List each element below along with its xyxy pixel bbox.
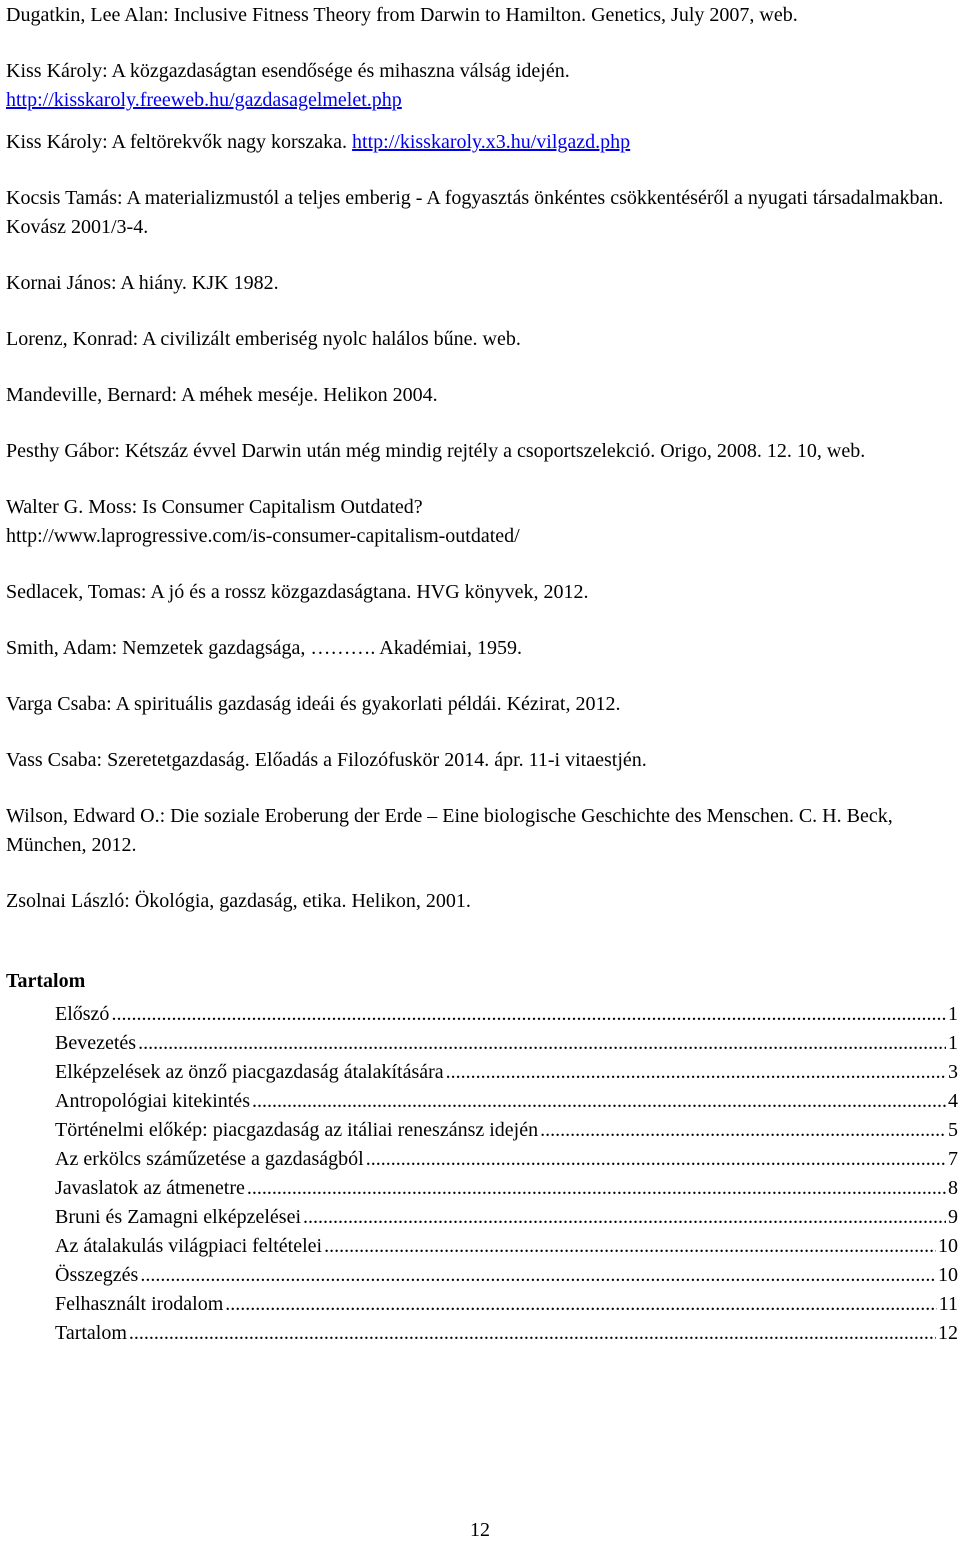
reference-item — [6, 381, 958, 410]
toc-entry-label: Javaslatok az átmenetre — [55, 1177, 245, 1199]
toc-leader-dots — [252, 1087, 946, 1116]
toc-entry[interactable] — [55, 1174, 958, 1203]
reference-text: Kocsis Tamás: A materializmustól a teljes emberig - A fogyasztás önkéntes csökkentéséről a nyugati társadalmakban. Kovász 2001/3-4. — [6, 187, 944, 238]
toc-leader-dots — [446, 1058, 946, 1087]
reference-text: Kiss Károly: A feltörekvők nagy korszaka. — [6, 131, 348, 153]
reference-text: Lorenz, Konrad: A civilizált emberiség nyolc halálos bűne. web. — [6, 328, 521, 350]
toc-entry-page: 1 — [948, 1032, 958, 1054]
reference-item — [6, 269, 958, 298]
toc-entry[interactable] — [55, 1058, 958, 1087]
toc-entry-page: 8 — [948, 1177, 958, 1199]
document-page — [6, 0, 958, 1348]
toc-entry[interactable] — [55, 1203, 958, 1232]
reference-item — [6, 887, 958, 916]
reference-item — [6, 1, 958, 30]
reference-item — [6, 493, 958, 551]
reference-url: http://www.laprogressive.com/is-consumer-capitalism-outdated/ — [6, 525, 520, 547]
toc-leader-dots — [247, 1174, 946, 1203]
reference-item — [6, 802, 958, 860]
toc-title: Tartalom — [6, 970, 86, 992]
reference-text: Dugatkin, Lee Alan: Inclusive Fitness Theory from Darwin to Hamilton. Genetics, July 2007, web. — [6, 4, 798, 26]
toc-entry-page: 5 — [948, 1119, 958, 1141]
toc-entry[interactable] — [55, 1116, 958, 1145]
toc-entry-label: Elképzelések az önző piacgazdaság átalakítására — [55, 1061, 444, 1083]
toc-entry-label: Felhasznált irodalom — [55, 1293, 224, 1315]
toc-entry[interactable] — [55, 1145, 958, 1174]
toc-entry-label: Előszó — [55, 1003, 110, 1025]
toc-entry[interactable] — [55, 1000, 958, 1029]
toc-entry[interactable] — [55, 1261, 958, 1290]
page-number: 12 — [470, 1519, 490, 1541]
reference-text: Smith, Adam: Nemzetek gazdagsága, ………. Akadémiai, 1959. — [6, 637, 522, 659]
toc-leader-dots — [303, 1203, 946, 1232]
reference-item — [6, 634, 958, 663]
reference-link[interactable]: http://kisskaroly.freeweb.hu/gazdasagelmelet.php — [6, 89, 402, 111]
reference-item — [6, 325, 958, 354]
toc-entry-page: 3 — [948, 1061, 958, 1083]
toc-entry-label: Bevezetés — [55, 1032, 137, 1054]
toc-leader-dots — [129, 1319, 936, 1348]
toc-entry-page: 1 — [948, 1003, 958, 1025]
toc-leader-dots — [140, 1261, 936, 1290]
reference-item — [6, 690, 958, 719]
toc-entry-page: 9 — [948, 1206, 958, 1228]
toc-entry-label: Történelmi előkép: piacgazdaság az itáliai reneszánsz idején — [55, 1119, 539, 1141]
reference-item — [6, 57, 958, 115]
toc-entry-label: Tartalom — [55, 1322, 127, 1344]
reference-text: Walter G. Moss: Is Consumer Capitalism Outdated? — [6, 496, 423, 518]
reference-item — [6, 746, 958, 775]
toc-leader-dots — [225, 1290, 936, 1319]
toc-entry[interactable] — [55, 1029, 958, 1058]
reference-text: Wilson, Edward O.: Die soziale Eroberung der Erde – Eine biologische Geschichte des Menschen. C. H. Beck, München, 2012. — [6, 805, 893, 856]
reference-link[interactable]: http://kisskaroly.x3.hu/vilgazd.php — [352, 131, 631, 153]
toc-list — [6, 1000, 958, 1348]
toc-leader-dots — [366, 1145, 946, 1174]
reference-item — [6, 437, 958, 466]
toc-leader-dots — [111, 1000, 946, 1029]
reference-text: Varga Csaba: A spirituális gazdaság ideái és gyakorlati példái. Kézirat, 2012. — [6, 693, 621, 715]
toc-entry-page: 10 — [938, 1235, 958, 1257]
toc-entry-page: 7 — [948, 1148, 958, 1170]
reference-item — [6, 578, 958, 607]
reference-text: Mandeville, Bernard: A méhek meséje. Helikon 2004. — [6, 384, 438, 406]
toc-leader-dots — [324, 1232, 936, 1261]
reference-text: Pesthy Gábor: Kétszáz évvel Darwin után még mindig rejtély a csoportszelekció. Origo, 2008. 12. 10, web. — [6, 440, 866, 462]
toc-entry[interactable] — [55, 1290, 958, 1319]
toc-entry-label: Bruni és Zamagni elképzelései — [55, 1206, 302, 1228]
reference-item — [6, 128, 958, 157]
reference-text: Sedlacek, Tomas: A jó és a rossz közgazdaságtana. HVG könyvek, 2012. — [6, 581, 589, 603]
reference-text: Kiss Károly: A közgazdaságtan esendősége és mihaszna válság idején. — [6, 60, 570, 82]
toc-entry-label: Antropológiai kitekintés — [55, 1090, 250, 1112]
toc-entry-page: 4 — [948, 1090, 958, 1112]
toc-entry-page: 10 — [938, 1264, 958, 1286]
reference-text: Kornai János: A hiány. KJK 1982. — [6, 272, 279, 294]
toc-entry[interactable] — [55, 1319, 958, 1348]
toc-entry[interactable] — [55, 1232, 958, 1261]
toc-entry-page: 11 — [938, 1293, 958, 1315]
reference-item — [6, 184, 958, 242]
toc-entry-label: Összegzés — [55, 1264, 139, 1286]
toc-entry[interactable] — [55, 1087, 958, 1116]
toc-leader-dots — [138, 1029, 946, 1058]
reference-text: Zsolnai László: Ökológia, gazdaság, etika. Helikon, 2001. — [6, 890, 471, 912]
toc-entry-page: 12 — [938, 1322, 958, 1344]
toc-leader-dots — [540, 1116, 946, 1145]
reference-text: Vass Csaba: Szeretetgazdaság. Előadás a Filozófuskör 2014. ápr. 11-i vitaestjén. — [6, 749, 647, 771]
toc-entry-label: Az erkölcs száműzetése a gazdaságból — [55, 1148, 364, 1170]
toc-entry-label: Az átalakulás világpiaci feltételei — [55, 1235, 323, 1257]
